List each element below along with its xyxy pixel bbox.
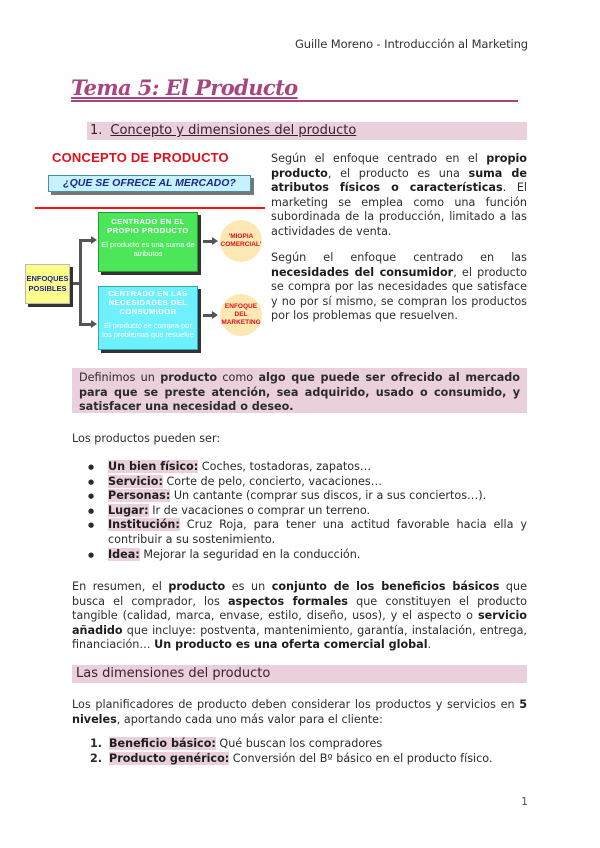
list-item: 2. Producto genérico: Conversión del Bº básico en el producto físico. [90,751,493,765]
list-item: ● Un bien físico: Coches, tostadoras, zapatos… [87,460,527,475]
diagram-title: CONCEPTO DE PRODUCTO [52,150,229,165]
list-item: ● Personas: Un cantante (comprar sus discos, ir a sus conciertos…). [87,489,527,504]
diagram-question: ¿QUE SE OFRECE AL MERCADO? [48,175,251,192]
paragraph-intro-list: Los productos pueden ser: [72,432,221,445]
section-heading-concepto [87,122,527,140]
paragraph-propio-producto: Según el enfoque centrado en el propio producto, el producto es una suma de atributos físicos o características. El marketing se emplea como una función subordinada de la producción, limitado a las actividades de venta. [271,152,527,238]
connector-line [79,239,82,326]
definition-callout: Definimos un producto como algo que puede ser ofrecido al mercado para que se preste atención, sea adquirido, usado o consumido, y satisfacer una necesidad o deseo. [72,368,527,413]
paragraph-planificadores: Los planificadores de producto deben considerar los productos y servicios en 5 niveles, aportando cada uno más valor para el cliente: [72,698,527,726]
section-heading-dimensiones: Las dimensiones del producto [72,665,527,683]
box-body: El producto es una suma de atributos [101,240,195,258]
concept-diagram [25,148,265,358]
section-title: Concepto y dimensiones del producto [110,123,357,138]
arrow-icon [212,311,218,319]
miopia-comercial-circle: 'MIOPIA COMERCIAL' [220,220,262,262]
list-item: ● Servicio: Corte de pelo, concierto, vacaciones… [87,475,527,490]
box-title: CENTRADO EN EL PROPIO PRODUCTO [107,217,189,235]
box-title: CENTRADO EN LAS NECESIDADES DEL CONSUMIDOR [108,289,188,316]
product-types-list [87,460,527,562]
enfoques-box: ENFOQUES POSIBLES [25,264,70,304]
necesidades-consumidor-box [98,286,198,350]
list-item: 1. Beneficio básico: Qué buscan los compradores [90,737,383,750]
list-item: ● Idea: Mejorar la seguridad en la conducción. [87,548,527,563]
box-body: El producto se compra por los problemas que resuelve [102,321,194,339]
arrow-icon [91,320,97,328]
list-item: ● Lugar: Ir de vacaciones o comprar un terreno. [87,504,527,519]
arrow-icon [212,237,218,245]
propio-producto-box [98,212,198,272]
document-title: Tema 5: El Producto [71,76,518,102]
arrow-icon [91,236,97,244]
enfoque-marketing-circle: ENFOQUE DEL MARKETING [220,294,262,336]
paragraph-resumen: En resumen, el producto es un conjunto de los beneficios básicos que busca el comprador, los aspectos formales que constituyen el producto tangible (calidad, marca, envase, estilo, diseño, usos), y el aspecto o servicio añadido que incluye: postventa, mantenimiento, garantía, instalación, entrega, financiación… Un producto es una oferta comercial global. [72,580,528,652]
paragraph-necesidades: Según el enfoque centrado en las necesidades del consumidor, el producto se compra por las necesidades que satisface y no por sí mismo, se compran los productos por los problemas que resuelven. [271,251,527,323]
section-number: 1. [90,123,103,138]
page-number: 1 [521,795,528,808]
product-levels-list [90,737,530,766]
diagram-divider [35,207,265,209]
page-header: Guille Moreno - Introducción al Marketing [294,37,528,51]
list-item: ● Institución: Cruz Roja, para tener una actitud favorable hacia ella y contribuir a su sostenimiento. [87,518,527,547]
